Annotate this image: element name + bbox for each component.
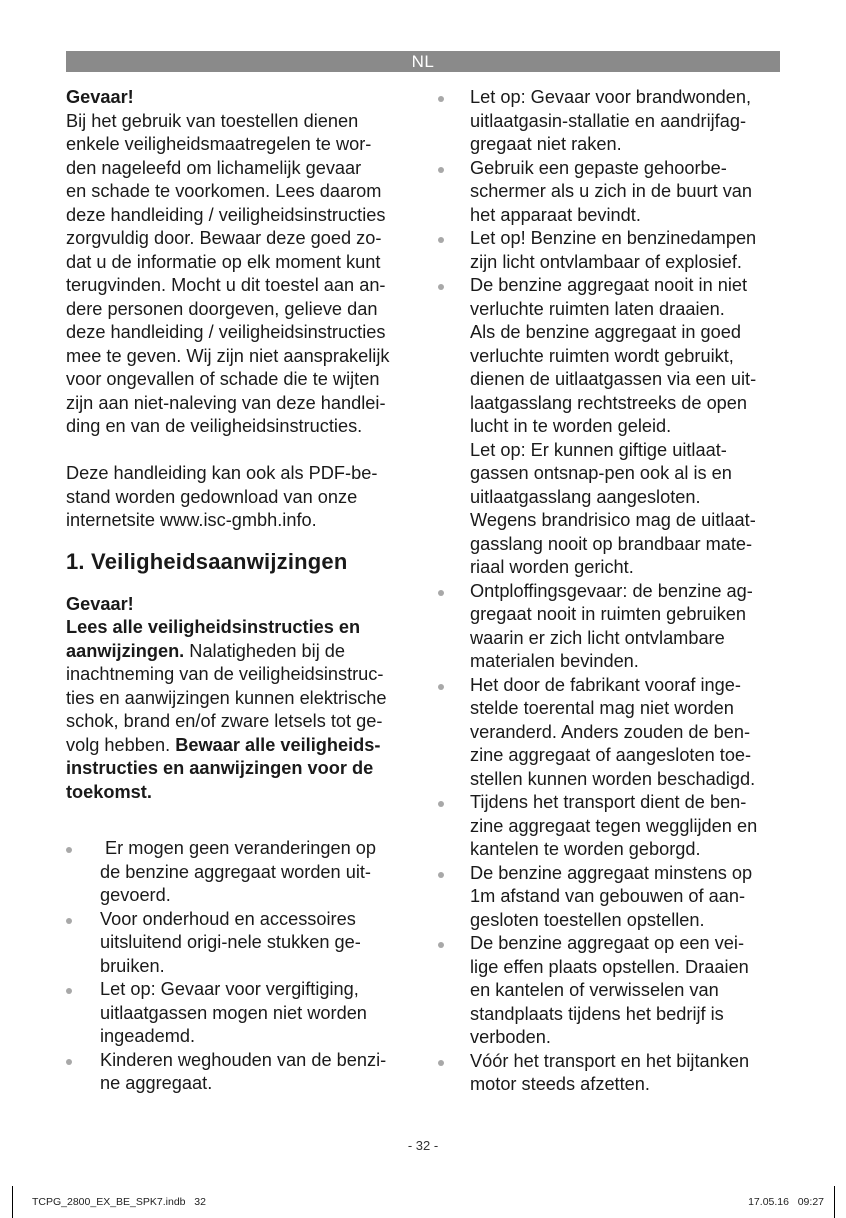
text-line: ne aggregaat. xyxy=(100,1073,213,1093)
text-line: deze handleiding / veiligheidsinstructies xyxy=(66,204,386,225)
bullet-icon xyxy=(438,96,444,102)
left-column xyxy=(66,86,418,1096)
list-item xyxy=(436,1050,786,1097)
text-line: ties en aanwijzingen kunnen elektrische xyxy=(66,687,387,708)
text-line: Bij het gebruik van toestellen dienen xyxy=(66,110,359,131)
text-line: Er mogen geen veranderingen op xyxy=(100,838,377,858)
list-item xyxy=(66,978,418,1049)
text-line: zorgvuldig door. Bewaar deze goed zo- xyxy=(66,228,382,248)
bullet-icon xyxy=(66,918,72,924)
text-line: waarin er zich licht ontvlambare xyxy=(470,627,725,648)
text-line: uitsluitend origi-nele stukken ge- xyxy=(100,932,361,952)
text-line: voor ongevallen of schade die te wijten xyxy=(66,369,380,389)
text-line: lige effen plaats opstellen. Draaien xyxy=(470,956,749,977)
text-line: uitlaatgasslang aangesloten. xyxy=(470,486,701,507)
text-line: en schade te voorkomen. Lees daarom xyxy=(66,181,382,201)
text-line: ding en van de veiligheidsinstructies. xyxy=(66,416,363,436)
text-line: stand worden gedownload van onze xyxy=(66,486,358,507)
text-line: uitlaatgasin-stallatie en aandrijfag- xyxy=(470,110,747,131)
bullet-icon xyxy=(438,801,444,807)
language-header-bar xyxy=(66,51,780,72)
left-bullet-list xyxy=(66,837,418,1096)
text-line: verboden. xyxy=(470,1027,551,1047)
list-item xyxy=(436,580,786,674)
text-line: De benzine aggregaat nooit in niet xyxy=(470,275,748,295)
list-item xyxy=(436,157,786,228)
danger-paragraph xyxy=(66,110,418,439)
list-item xyxy=(436,274,786,580)
text-line: zine aggregaat of aangesloten toe- xyxy=(470,745,752,765)
plain-fragment: Nalatigheden bij de xyxy=(184,640,346,661)
text-line xyxy=(66,734,418,758)
section-heading: 1. Veiligheidsaanwijzingen xyxy=(66,548,348,574)
danger-title-2: Gevaar! xyxy=(66,593,134,614)
list-item xyxy=(66,1049,418,1096)
text-line: lucht in te worden geleid. xyxy=(470,416,672,436)
text-line: terugvinden. Mocht u dit toestel aan an- xyxy=(66,275,386,295)
text-line: instructies en aanwijzingen voor de xyxy=(66,758,374,778)
bullet-icon xyxy=(66,847,72,853)
text-line: Gebruik een gepaste gehoorbe- xyxy=(470,157,727,178)
text-line: toekomst. xyxy=(66,781,152,802)
text-line: veranderd. Anders zouden de ben- xyxy=(470,721,751,742)
text-line: De benzine aggregaat minstens op xyxy=(470,862,753,883)
list-item xyxy=(436,86,786,157)
text-line: De benzine aggregaat op een vei- xyxy=(470,933,745,953)
list-item xyxy=(66,908,418,979)
text-line: motor steeds afzetten. xyxy=(470,1074,650,1094)
text-line: schermer als u zich in de buurt van xyxy=(470,181,753,201)
text-line: Vóór het transport en het bijtanken xyxy=(470,1050,750,1071)
text-line: verluchte ruimten laten draaien. xyxy=(470,298,725,319)
text-line: kantelen te worden geborgd. xyxy=(470,839,701,859)
text-line: verluchte ruimten wordt gebruikt, xyxy=(470,345,734,366)
list-item xyxy=(436,791,786,862)
list-item xyxy=(436,862,786,933)
text-line: Let op: Gevaar voor brandwonden, xyxy=(470,87,752,107)
text-line: dienen de uitlaatgassen via een uit- xyxy=(470,369,757,389)
text-line: uitlaatgassen mogen niet worden xyxy=(100,1002,367,1023)
text-line: inachtneming van de veiligheidsinstruc- xyxy=(66,664,384,684)
text-line: schok, brand en/of zware letsels tot ge- xyxy=(66,711,383,731)
page-number: - 32 - xyxy=(407,1138,439,1153)
text-line: Voor onderhoud en accessoires xyxy=(100,908,356,929)
text-line: deze handleiding / veiligheidsinstructies xyxy=(66,322,386,342)
text-line: Wegens brandrisico mag de uitlaat- xyxy=(470,510,756,530)
text-line: dat u de informatie op elk moment kunt xyxy=(66,251,381,272)
bullet-icon xyxy=(66,988,72,994)
right-bullet-list xyxy=(436,86,786,1097)
text-line: en kantelen of verwisselen van xyxy=(470,980,719,1000)
right-column xyxy=(436,86,786,1097)
website-line: internetsite www.isc-gmbh.info. xyxy=(66,510,317,530)
bullet-icon xyxy=(438,284,444,290)
text-line: stelde toerental mag niet worden xyxy=(470,698,734,718)
text-line: Ontploffingsgevaar: de benzine ag- xyxy=(470,580,753,601)
text-line: bruiken. xyxy=(100,955,165,976)
text-line: Let op: Er kunnen giftige uitlaat- xyxy=(470,439,727,460)
bullet-icon xyxy=(438,684,444,690)
text-line: Kinderen weghouden van de benzi- xyxy=(100,1049,387,1070)
bullet-icon xyxy=(438,942,444,948)
text-line: Het door de fabrikant vooraf inge- xyxy=(470,674,741,695)
text-line: enkele veiligheidsmaatregelen te wor- xyxy=(66,134,372,154)
text-line: standplaats tijdens het bedrijf is xyxy=(470,1003,724,1024)
text-line: laatgasslang rechtstreeks de open xyxy=(470,392,748,413)
plain-fragment: volg hebben. xyxy=(66,734,176,755)
text-line: mee te geven. Wij zijn niet aansprakelijk xyxy=(66,345,390,366)
text-line: riaal worden gericht. xyxy=(470,557,634,577)
text-line: het apparaat bevindt. xyxy=(470,204,641,225)
text-line: den nageleefd om lichamelijk gevaar xyxy=(66,157,362,178)
bold-fragment: Bewaar alle veiligheids- xyxy=(175,734,381,755)
bullet-icon xyxy=(438,590,444,596)
pdf-download-paragraph xyxy=(66,462,418,533)
text-line: zijn licht ontvlambaar of explosief. xyxy=(470,251,742,272)
text-line: materialen bevinden. xyxy=(470,651,639,671)
bold-fragment: aanwijzingen. xyxy=(66,640,185,661)
text-line: ingeademd. xyxy=(100,1026,196,1046)
text-line: gregaat niet raken. xyxy=(470,134,622,154)
safety-instructions-paragraph xyxy=(66,616,418,804)
text-line: zijn aan niet-naleving van deze handlei- xyxy=(66,392,386,413)
text-line: dere personen doorgeven, gelieve dan xyxy=(66,298,378,319)
text-line xyxy=(66,640,418,664)
text-line: Lees alle veiligheidsinstructies en xyxy=(66,617,361,637)
language-code: NL xyxy=(411,52,435,71)
bullet-icon xyxy=(438,1060,444,1066)
text-line: Als de benzine aggregaat in goed xyxy=(470,322,742,342)
text-line: gregaat nooit in ruimten gebruiken xyxy=(470,604,747,624)
list-item xyxy=(66,837,418,908)
text-line: 1m afstand van gebouwen of aan- xyxy=(470,886,746,906)
text-line: Tijdens het transport dient de ben- xyxy=(470,792,747,812)
footer-file-name: TCPG_2800_EX_BE_SPK7.indb 32 xyxy=(32,1196,206,1208)
text-line: gevoerd. xyxy=(100,885,171,905)
bullet-icon xyxy=(438,167,444,173)
crop-mark-right xyxy=(834,1186,835,1218)
text-line: gasslang nooit op brandbaar mate- xyxy=(470,533,753,554)
danger-title: Gevaar! xyxy=(66,87,134,107)
list-item xyxy=(436,227,786,274)
crop-mark-left xyxy=(12,1186,13,1218)
text-line: de benzine aggregaat worden uit- xyxy=(100,861,371,882)
text-line: Let op! Benzine en benzinedampen xyxy=(470,228,757,248)
footer-datetime: 17.05.16 09:27 xyxy=(748,1196,824,1208)
text-line: Deze handleiding kan ook als PDF-be- xyxy=(66,463,378,483)
text-line: stellen kunnen worden beschadigd. xyxy=(470,768,756,789)
text-line: zine aggregaat tegen wegglijden en xyxy=(470,815,758,836)
bullet-icon xyxy=(438,237,444,243)
bullet-icon xyxy=(438,872,444,878)
bullet-icon xyxy=(66,1059,72,1065)
text-line: Let op: Gevaar voor vergiftiging, xyxy=(100,979,359,999)
list-item xyxy=(436,674,786,792)
list-item xyxy=(436,932,786,1050)
text-line: gassen ontsnap-pen ook al is en xyxy=(470,463,732,483)
text-line: gesloten toestellen opstellen. xyxy=(470,909,705,930)
